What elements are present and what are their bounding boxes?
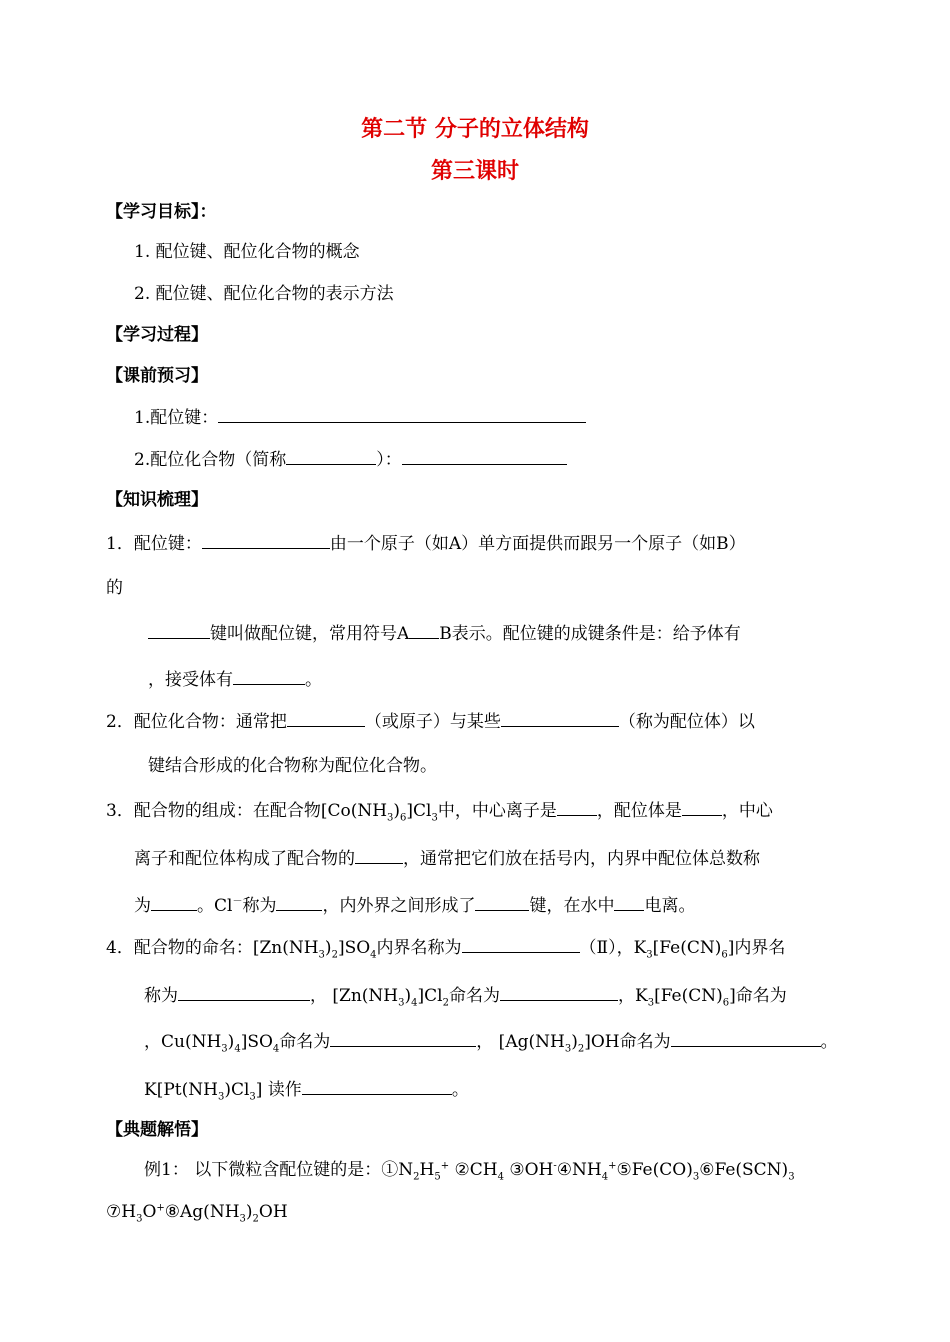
preview-question-2: 2.配位化合物（简称 ）： [134, 446, 567, 472]
answer-blank[interactable] [355, 845, 403, 864]
answer-blank[interactable] [409, 620, 439, 639]
answer-blank[interactable] [151, 892, 197, 911]
answer-blank[interactable] [682, 797, 722, 816]
answer-blank[interactable] [671, 1028, 821, 1047]
page-subtitle: 第三课时 [430, 159, 519, 184]
knowledge-p3-line2: 离子和配位体构成了配合物的 ，通常把它们放在括号内，内界中配位体总数称 [134, 845, 760, 871]
example-1-line1: 例1： 以下微粒含配位键的是：$①N_2H_5^+$ $②CH_4$ $③OH^-④NH_4^+⑤Fe(CO)_3⑥Fe(SCN)_3$ [144, 1160, 795, 1183]
answer-blank[interactable] [286, 446, 376, 465]
answer-blank[interactable] [614, 892, 644, 911]
answer-blank[interactable] [402, 446, 567, 465]
knowledge-p4-line4: $K[Pt(NH_3)Cl_3]$ 读作 。 [144, 1076, 469, 1102]
answer-blank[interactable] [148, 620, 210, 639]
knowledge-p4-line3: ，$Cu(NH_3)_4]SO_4$命名为 ， $[Ag(NH_3)_2]OH$命名为 。 [144, 1028, 838, 1054]
knowledge-p3-line3: 为 。Cl－称为 ，内外界之间形成了 键，在水中 电离。 [134, 892, 695, 918]
answer-blank[interactable] [233, 666, 305, 685]
knowledge-p2-line2: 键结合形成的化合物称为配位化合物。 [148, 756, 437, 776]
page-title: 第二节 分子的立体结构 [361, 117, 589, 142]
example-1-line2: $⑦H_3O^+⑧Ag(NH_3)_2OH$ [106, 1202, 288, 1225]
answer-blank[interactable] [501, 708, 619, 727]
knowledge-p1-line4: ，接受体有 。 [148, 666, 322, 692]
objective-item: 1. 配位键、配位化合物的概念 [134, 242, 360, 262]
objectives-heading: 【学习目标】： [106, 202, 217, 222]
answer-blank[interactable] [500, 982, 618, 1001]
objective-item: 2. 配位键、配位化合物的表示方法 [134, 284, 394, 304]
preview-question-1: 1.配位键： [134, 404, 586, 430]
answer-blank[interactable] [202, 530, 330, 549]
answer-blank[interactable] [330, 1028, 476, 1047]
knowledge-p1-line3: 键叫做配位键，常用符号A B表示。配位键的成键条件是：给予体有 [148, 620, 741, 646]
answer-blank[interactable] [218, 404, 586, 423]
knowledge-p4-line2: 称为 ， $[Zn(NH_3)_4]Cl_2$命名为 ，$K_3[Fe(CN)_6]$命名为 [144, 982, 787, 1008]
answer-blank[interactable] [178, 982, 310, 1001]
knowledge-p3-line1: 3．配合物的组成：在配合物$[Co(NH_3)_6]Cl_3$中，中心离子是 ，配位体是 ，中心 [106, 797, 773, 823]
answer-blank[interactable] [557, 797, 597, 816]
answer-blank[interactable] [276, 892, 322, 911]
answer-blank[interactable] [462, 934, 580, 953]
knowledge-p1-line2: 的 [106, 578, 123, 598]
knowledge-heading: 【知识梳理】 [106, 490, 208, 510]
knowledge-p2-line1: 2．配位化合物：通常把 （或原子）与某些 （称为配位体）以 [106, 708, 755, 734]
knowledge-p1-line1: 1．配位键： 由一个原子（如A）单方面提供而跟另一个原子（如B） [106, 530, 746, 556]
answer-blank[interactable] [475, 892, 529, 911]
process-heading: 【学习过程】 [106, 325, 208, 345]
examples-heading: 【典题解悟】 [106, 1120, 208, 1140]
preview-heading: 【课前预习】 [106, 366, 208, 386]
answer-blank[interactable] [287, 708, 365, 727]
knowledge-p4-line1: 4．配合物的命名：$[Zn(NH_3)_2]SO_4$内界名称为 （Ⅱ），$K_3[Fe(CN)_6]$内界名 [106, 934, 785, 960]
answer-blank[interactable] [302, 1076, 452, 1095]
